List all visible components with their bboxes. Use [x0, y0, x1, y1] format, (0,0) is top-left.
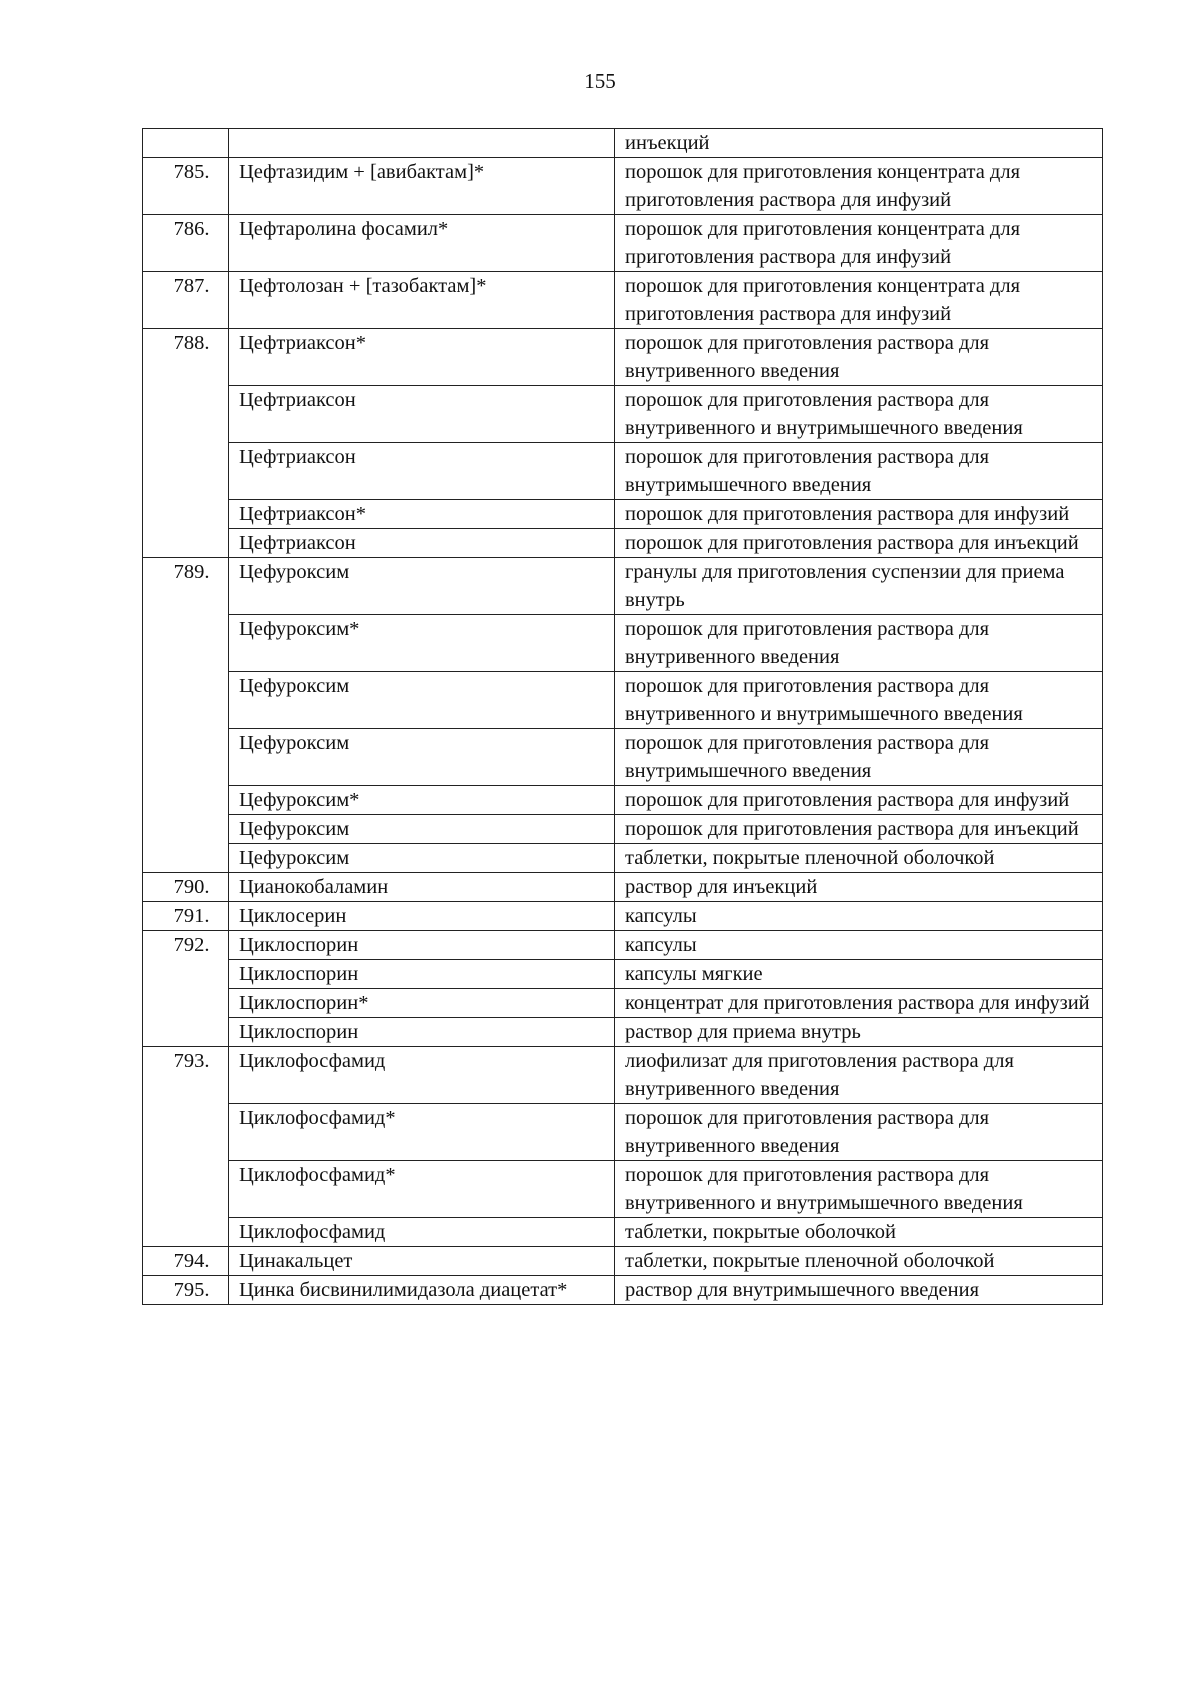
table-row [143, 815, 1103, 844]
table-row [143, 786, 1103, 815]
entry-number: 786. [173, 218, 210, 240]
dosage-form-cell: порошок для приготовления раствора для инъекций [615, 815, 1103, 844]
entry-number-cell [143, 1247, 229, 1276]
entry-number: 789. [173, 561, 210, 583]
dosage-form-cell: порошок для приготовления раствора для внутривенного введения [615, 1104, 1103, 1161]
entry-number-cell [143, 1047, 229, 1247]
entry-number-cell [143, 902, 229, 931]
table-row [143, 272, 1103, 329]
entry-number-cell [143, 158, 229, 215]
table-row [143, 931, 1103, 960]
drug-name-cell: Циклофосфамид [229, 1218, 615, 1247]
drug-name-cell [229, 129, 615, 158]
drug-name-cell: Цефтазидим + [авибактам]* [229, 158, 615, 215]
entry-number: 794. [173, 1250, 210, 1272]
dosage-form-cell: раствор для инъекций [615, 873, 1103, 902]
dosage-form-cell: таблетки, покрытые пленочной оболочкой [615, 1247, 1103, 1276]
table-row [143, 558, 1103, 615]
dosage-form-cell: порошок для приготовления раствора для инфузий [615, 500, 1103, 529]
dosage-form-cell: порошок для приготовления концентрата для приготовления раствора для инфузий [615, 158, 1103, 215]
entry-number-cell [143, 129, 229, 158]
table-row [143, 386, 1103, 443]
entry-number-cell [143, 558, 229, 873]
drug-name-cell: Цефуроксим* [229, 786, 615, 815]
table-row [143, 1161, 1103, 1218]
entry-number: 790. [173, 876, 210, 898]
table-row [143, 1218, 1103, 1247]
table-row [143, 672, 1103, 729]
drug-name-cell: Цефуроксим [229, 844, 615, 873]
entry-number: 785. [173, 161, 210, 183]
table-row [143, 873, 1103, 902]
dosage-form-cell: порошок для приготовления концентрата для приготовления раствора для инфузий [615, 272, 1103, 329]
entry-number-cell [143, 1276, 229, 1305]
table-row [143, 844, 1103, 873]
table-row [143, 215, 1103, 272]
entry-number-cell [143, 931, 229, 1047]
drug-name-cell: Цефуроксим [229, 815, 615, 844]
dosage-form-cell: инъекций [615, 129, 1103, 158]
table-row [143, 1276, 1103, 1305]
dosage-form-cell: порошок для приготовления раствора для внутривенного введения [615, 615, 1103, 672]
dosage-form-cell: капсулы [615, 931, 1103, 960]
dosage-form-cell: таблетки, покрытые оболочкой [615, 1218, 1103, 1247]
table-row [143, 989, 1103, 1018]
entry-number-cell [143, 215, 229, 272]
dosage-form-cell: порошок для приготовления раствора для инъекций [615, 529, 1103, 558]
table-row [143, 960, 1103, 989]
entry-number: 787. [173, 275, 210, 297]
table-row [143, 615, 1103, 672]
drug-name-cell: Циклофосфамид* [229, 1161, 615, 1218]
drug-name-cell: Цефуроксим [229, 558, 615, 615]
drug-name-cell: Циклоспорин [229, 931, 615, 960]
drug-name-cell: Циклоспорин [229, 960, 615, 989]
dosage-form-cell: таблетки, покрытые пленочной оболочкой [615, 844, 1103, 873]
table-row [143, 329, 1103, 386]
dosage-form-cell: капсулы мягкие [615, 960, 1103, 989]
drug-name-cell: Цефтаролина фосамил* [229, 215, 615, 272]
drug-name-cell: Цефтриаксон* [229, 329, 615, 386]
drug-name-cell: Цефтриаксон [229, 443, 615, 500]
entry-number-cell [143, 873, 229, 902]
table-row [143, 129, 1103, 158]
table-row [143, 1247, 1103, 1276]
dosage-form-cell: порошок для приготовления раствора для внутривенного и внутримышечного введения [615, 672, 1103, 729]
dosage-form-cell: гранулы для приготовления суспензии для приема внутрь [615, 558, 1103, 615]
table-row [143, 729, 1103, 786]
drug-name-cell: Цефтолозан + [тазобактам]* [229, 272, 615, 329]
dosage-form-cell: порошок для приготовления раствора для внутримышечного введения [615, 729, 1103, 786]
drug-name-cell: Цинка бисвинилимидазола диацетат* [229, 1276, 615, 1305]
dosage-form-cell: концентрат для приготовления раствора для инфузий [615, 989, 1103, 1018]
drug-name-cell: Циклофосфамид [229, 1047, 615, 1104]
table-row [143, 1104, 1103, 1161]
dosage-form-cell: раствор для приема внутрь [615, 1018, 1103, 1047]
entry-number: 788. [173, 332, 210, 354]
dosage-form-cell: порошок для приготовления раствора для внутримышечного введения [615, 443, 1103, 500]
drug-name-cell: Цефуроксим* [229, 615, 615, 672]
drug-name-cell: Циклосерин [229, 902, 615, 931]
drug-name-cell: Цианокобаламин [229, 873, 615, 902]
entry-number: 793. [173, 1050, 210, 1072]
drug-name-cell: Цинакальцет [229, 1247, 615, 1276]
dosage-form-cell: лиофилизат для приготовления раствора для внутривенного введения [615, 1047, 1103, 1104]
entry-number: 791. [173, 905, 210, 927]
table-row [143, 902, 1103, 931]
table-row [143, 443, 1103, 500]
dosage-form-cell: порошок для приготовления концентрата для приготовления раствора для инфузий [615, 215, 1103, 272]
drug-name-cell: Цефтриаксон* [229, 500, 615, 529]
dosage-form-cell: раствор для внутримышечного введения [615, 1276, 1103, 1305]
table-row [143, 158, 1103, 215]
drug-name-cell: Циклоспорин [229, 1018, 615, 1047]
entry-number-cell [143, 329, 229, 558]
entry-number-cell [143, 272, 229, 329]
drug-name-cell: Цефуроксим [229, 729, 615, 786]
table-body [143, 129, 1103, 1305]
dosage-form-cell: порошок для приготовления раствора для внутривенного и внутримышечного введения [615, 1161, 1103, 1218]
dosage-form-cell: порошок для приготовления раствора для инфузий [615, 786, 1103, 815]
entry-number: 795. [173, 1279, 210, 1301]
drug-name-cell: Циклофосфамид* [229, 1104, 615, 1161]
dosage-form-cell: капсулы [615, 902, 1103, 931]
drug-name-cell: Цефуроксим [229, 672, 615, 729]
dosage-form-cell: порошок для приготовления раствора для внутривенного и внутримышечного введения [615, 386, 1103, 443]
table-row [143, 500, 1103, 529]
drug-name-cell: Цефтриаксон [229, 529, 615, 558]
table-row [143, 1047, 1103, 1104]
table-row [143, 529, 1103, 558]
drug-name-cell: Циклоспорин* [229, 989, 615, 1018]
drug-name-cell: Цефтриаксон [229, 386, 615, 443]
entry-number: 792. [173, 934, 210, 956]
drug-list-table [142, 128, 1103, 1305]
dosage-form-cell: порошок для приготовления раствора для внутривенного введения [615, 329, 1103, 386]
page-number: 155 [584, 69, 616, 93]
table-row [143, 1018, 1103, 1047]
